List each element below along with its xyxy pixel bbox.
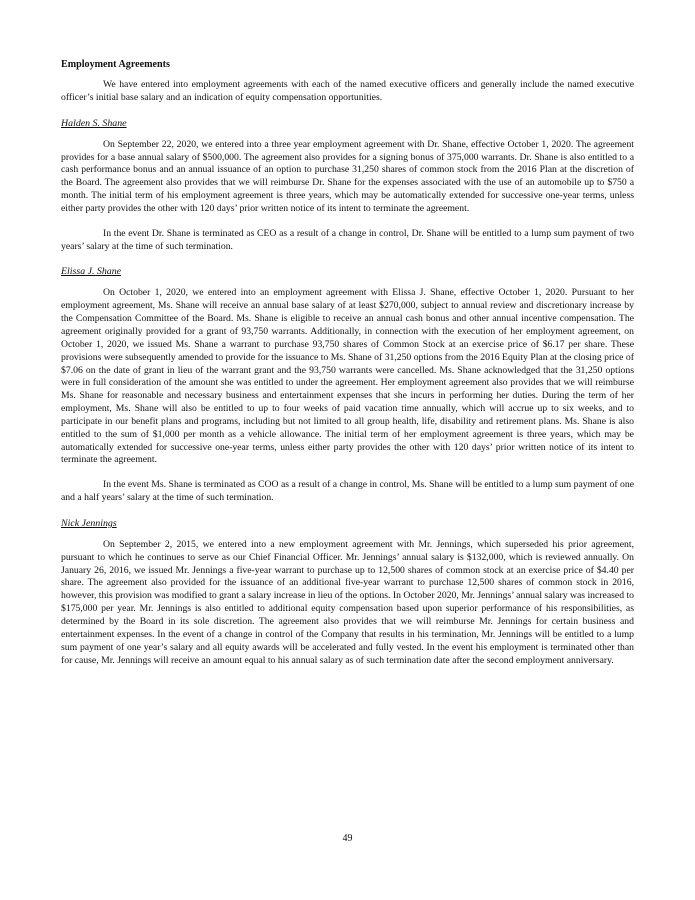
elissa-shane-agreement-paragraph: On October 1, 2020, we entered into an employment agreement with Elissa J. Shane, effective October 1, 2020. Pursuant to her employment agreement, Ms. Shane will receive an annual base salary of at least $270,000, subject to annual review and discretionary increase by the Compensation Committee of the Board. Ms. Shane is eligible to receive an annual cash bonus and other annual incentive compensation. The agreement originally provided for a grant of 93,750 warrants. Additionally, in connection with the execution of her employment agreement, on October 1, 2020, we issued Ms. Shane a warrant to purchase 93,750 shares of Common Stock at an exercise price of $6.17 per share. These provisions were subsequently amended to provide for the issuance to Ms. Shane of 31,250 options from the 2016 Equity Plan at the closing price of $7.06 on the date of grant in lieu of the warrant grant and the 93,750 warrants were cancelled. Ms. Shane acknowledged that the 31,250 options were in full consideration of the amount she was entitled to under the agreement. Her employment agreement also provides that we will reimburse Ms. Shane for reasonable and necessary business and entertainment expenses that she incurs in performing her duties. During the term of her employment, Ms. Shane will also be entitled to up to four weeks of paid vacation time annually, which will accrue up to six weeks, and to participate in our benefit plans and programs, including but not limited to all group health, life, disability and retirement plans. Ms. Shane is also entitled to the sum of $1,000 per month as a vehicle allowance. The initial term of her employment agreement is three years, which may be automatically extended for successive one-year terms, unless either party provides the other with 120 days’ prior written notice of its intent to terminate the agreement.	[61, 287, 634, 466]
page-number: 49	[342, 833, 353, 844]
halden-shane-agreement-paragraph: On September 22, 2020, we entered into a three year employment agreement with Dr. Shane, effective October 1, 2020. The agreement provides for a base annual salary of $500,000. The agreement also provides for a signing bonus of 375,000 warrants. Dr. Shane is also entitled to a cash performance bonus and an annual issuance of an option to purchase 31,250 shares of common stock from the 2016 Plan at the discretion of the Board. The agreement also provides that we will reimburse Dr. Shane for the expenses associated with the use of an automobile up to $750 a month. The initial term of his employment agreement is three years, which may be automatically extended for successive one-year terms, unless either party provides the other with 120 days’ prior written notice of its intent to terminate the agreement.	[61, 138, 634, 214]
elissa-shane-termination-paragraph: In the event Ms. Shane is terminated as COO as a result of a change in control, Ms. Shane will be entitled to a lump sum payment of one and a half years’ salary at the time of such termination.	[61, 479, 634, 504]
document-page	[61, 58, 634, 679]
executive-name-nick-jennings: Nick Jennings	[61, 517, 117, 529]
section-heading: Employment Agreements	[61, 59, 170, 70]
halden-shane-termination-paragraph: In the event Dr. Shane is terminated as CEO as a result of a change in control, Dr. Shane will be entitled to a lump sum payment of two years’ salary at the time of such termination.	[61, 227, 634, 252]
nick-jennings-agreement-paragraph: On September 2, 2015, we entered into a new employment agreement with Mr. Jennings, which superseded his prior agreement, pursuant to which he continues to serve as our Chief Financial Officer. Mr. Jennings’ annual salary is $132,000, which is reviewed annually. On January 26, 2016, we issued Mr. Jennings a five-year warrant to purchase up to 12,500 shares of common stock at an exercise price of $4.40 per share. The agreement also provided for the issuance of an additional five-year warrant to purchase 12,500 shares of common stock in 2016, however, this provision was modified to grant a salary increase in lieu of the options. In October 2020, Mr. Jennings’ annual salary was increased to $175,000 per year. Mr. Jennings is also entitled to additional equity compensation based upon superior performance of his responsibilities, as determined by the Board in its sole discretion. The agreement also provides that we will reimburse Mr. Jennings for certain business and entertainment expenses. In the event of a change in control of the Company that results in his termination, Mr. Jennings will be entitled to a lump sum payment of one year’s salary and all equity awards will be accelerated and fully vested. In the event his employment is terminated other than for cause, Mr. Jennings will receive an amount equal to his annual salary as of such termination date after the second employment anniversary.	[61, 538, 634, 666]
executive-name-halden-shane: Halden S. Shane	[61, 117, 127, 129]
intro-paragraph: We have entered into employment agreements with each of the named executive officers and generally include the named executive officer’s initial base salary and an indication of equity compensation opportunities.	[61, 79, 634, 103]
executive-name-elissa-shane: Elissa J. Shane	[61, 266, 122, 278]
